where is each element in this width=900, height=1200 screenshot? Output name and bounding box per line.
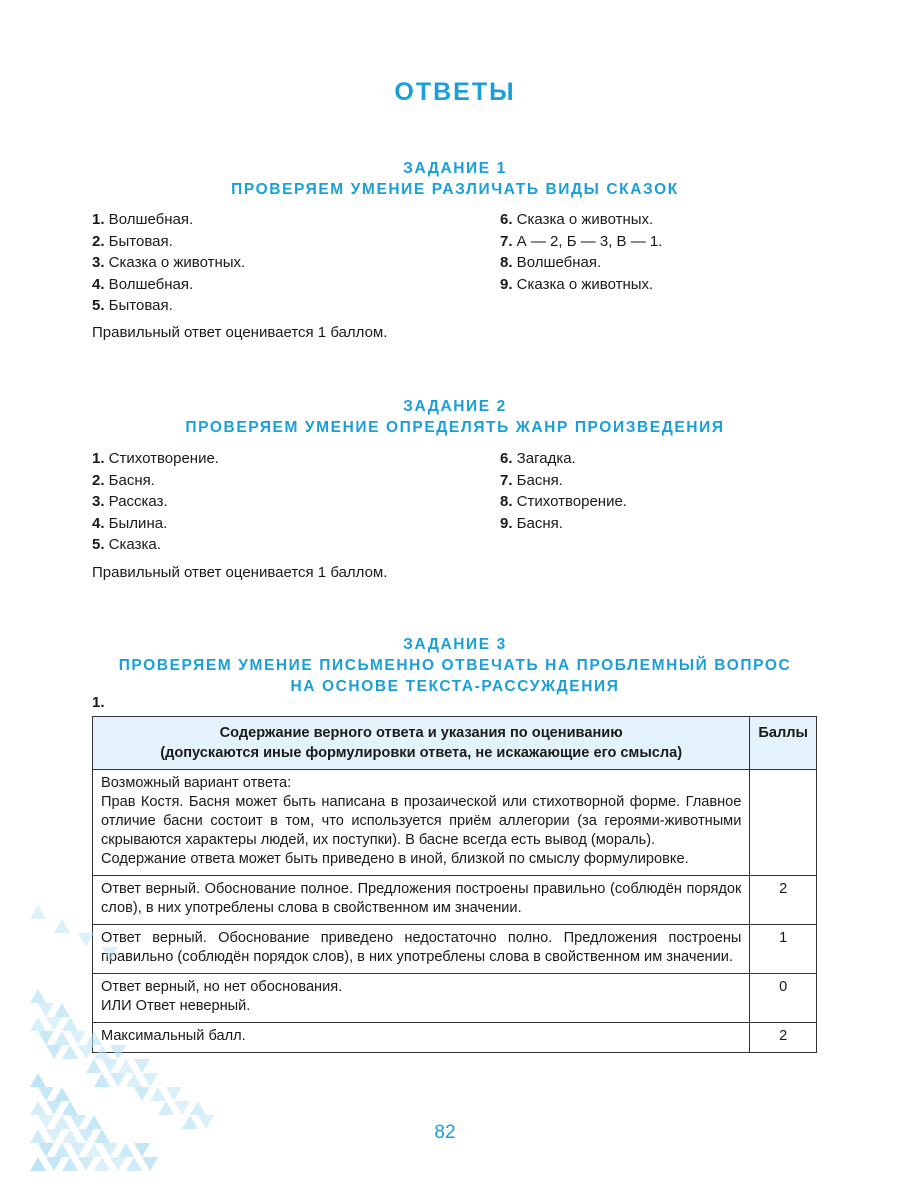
decor-triangle [94,1073,110,1087]
task2-answers-right [500,448,820,534]
answer-item: 3. Рассказ. [92,493,168,510]
decor-triangle [110,1157,126,1171]
answer-item: 5. Сказка. [92,536,161,553]
points-cell: 2 [750,1023,817,1053]
decor-triangle [30,1157,46,1171]
task2-subtitle: ПРОВЕРЯЕМ УМЕНИЕ ОПРЕДЕЛЯТЬ ЖАНР ПРОИЗВЕДЕНИЯ [185,419,725,436]
answer-item: 5. Бытовая. [92,297,173,314]
task3-heading [0,634,900,697]
decor-triangle [94,1157,110,1171]
decor-triangle [174,1101,190,1115]
decor-triangle [38,1003,54,1017]
answer-item: 9. Сказка о животных. [500,275,654,293]
table-row [93,770,817,876]
decor-triangle [134,1143,150,1157]
criterion-cell: Ответ верный. Обоснование полное. Предложения построены правильно (соблюдён порядок слов), в них употреблены слова в свойственном им значении. [93,876,750,925]
task1-subtitle: ПРОВЕРЯЕМ УМЕНИЕ РАЗЛИЧАТЬ ВИДЫ СКАЗОК [231,181,679,198]
task3-subtitle-line1: ПРОВЕРЯЕМ УМЕНИЕ ПИСЬМЕННО ОТВЕЧАТЬ НА ПРОБЛЕМНЫЙ ВОПРОС [118,657,792,674]
decor-triangle [126,1073,142,1087]
answer-item: 1. Стихотворение. [92,450,219,467]
task1-answers [92,209,812,319]
decor-triangle [30,1073,46,1087]
table-header-description: Содержание верного ответа и указания по оцениванию (допускаются иные формулировки ответа, не искажающие его смысла) [93,717,750,770]
decor-triangle [150,1087,166,1101]
task3-title: ЗАДАНИЕ 3 [403,636,507,653]
task2-heading [0,396,900,438]
decor-triangle [30,905,46,919]
decor-triangle [118,1059,134,1073]
points-cell: 0 [750,974,817,1023]
decor-triangle [86,1143,102,1157]
answer-item: 8. Стихотворение. [500,493,627,510]
decor-triangle [30,1017,46,1031]
model-answer-text: Прав Костя. Басня может быть написана в прозаической или стихотворной форме. Главное отличие басни состоит в том, что используется приём аллегории (за героями-животными скрываются характеры людей, их поступки). В басне всегда есть вывод (мораль). [101,794,742,848]
decor-triangle [38,1031,54,1045]
points-cell: 1 [750,925,817,974]
decor-triangle [70,1143,86,1157]
decor-triangle [86,1031,102,1045]
decor-triangle [190,1101,206,1115]
decor-triangle [102,1059,118,1073]
task3-subtitle-line2: НА ОСНОВЕ ТЕКСТА-РАССУЖДЕНИЯ [290,678,620,695]
task1-heading [0,158,900,200]
table-header-points: Баллы [750,717,817,770]
decor-triangle [102,947,118,961]
task3-item-label: 1. [92,694,105,711]
decor-triangle [46,1157,62,1171]
answer-item: 6. Сказка о животных. [500,211,654,228]
answer-item: 4. Былина. [92,514,168,532]
decor-triangle [54,919,70,933]
decor-triangle [54,1031,70,1045]
decor-triangle [54,1003,70,1017]
decor-triangle [62,1017,78,1031]
decor-triangle [38,1087,54,1101]
decor-triangle [46,1017,62,1031]
page-title: ОТВЕТЫ [394,78,516,106]
decor-triangle [118,1143,134,1157]
answer-item: 6. Загадка. [500,450,576,467]
decor-triangle [46,1101,62,1115]
points-cell: 2 [750,876,817,925]
model-answer-intro: Возможный вариант ответа: [101,775,292,791]
page-number: 82 [434,1122,456,1143]
decor-triangle [94,1045,110,1059]
decor-triangle [134,1087,150,1101]
answer-item: 2. Басня. [92,471,155,489]
decor-triangle [134,1059,150,1073]
answer-item: 7. Басня. [500,471,563,489]
answer-item: 2. Бытовая. [92,232,173,250]
decor-triangle [142,1073,158,1087]
decor-triangle [54,1143,70,1157]
decor-triangle [166,1087,182,1101]
answer-item: 3. Сказка о животных. [92,254,246,271]
task1-scoring-note: Правильный ответ оценивается 1 баллом. [92,324,388,341]
answer-item: 8. Волшебная. [500,254,602,271]
task1-answers-left [92,209,472,317]
task1-title: ЗАДАНИЕ 1 [403,160,507,177]
decor-triangle [78,1045,94,1059]
task1-answers-right [500,209,820,295]
task2-scoring-note: Правильный ответ оценивается 1 баллом. [92,564,388,581]
model-answer-note: Содержание ответа может быть приведено в иной, близкой по смыслу формулировке. [101,851,689,867]
decor-triangle [86,1059,102,1073]
answer-item: 4. Волшебная. [92,275,194,293]
task2-answers [92,448,812,558]
decor-triangle [62,1101,78,1115]
decor-triangle [102,1143,118,1157]
decor-triangle [62,1157,78,1171]
decor-triangle [46,1045,62,1059]
decor-triangle [110,1073,126,1087]
task2-answers-left [92,448,472,556]
decor-triangle [78,933,94,947]
decor-triangle [38,1143,54,1157]
task2-title: ЗАДАНИЕ 2 [403,398,507,415]
decor-triangle [70,1031,86,1045]
answer-item: 7. А — 2, Б — 3, В — 1. [500,232,663,250]
answer-item: 9. Басня. [500,514,563,532]
decor-triangle [54,1087,70,1101]
table-header-row [93,717,817,770]
answer-item: 1. Волшебная. [92,211,194,228]
decor-triangle [30,1101,46,1115]
criterion-cell: Максимальный балл. [93,1023,750,1053]
decor-triangle [126,1157,142,1171]
decor-triangle [78,1157,94,1171]
points-cell [750,770,817,876]
criterion-cell: Ответ верный, но нет обоснования. ИЛИ Ответ неверный. [93,974,750,1023]
decor-triangle [30,989,46,1003]
decor-triangle [158,1101,174,1115]
criterion-cell: Ответ верный. Обоснование приведено недостаточно полно. Предложения построены правильно (соблюдён порядок слов), в них употреблены слова в свойственном им значении. [93,925,750,974]
model-answer-cell [93,770,750,876]
decor-triangle [62,1045,78,1059]
decor-triangle [142,1157,158,1171]
decor-triangle [110,1045,126,1059]
